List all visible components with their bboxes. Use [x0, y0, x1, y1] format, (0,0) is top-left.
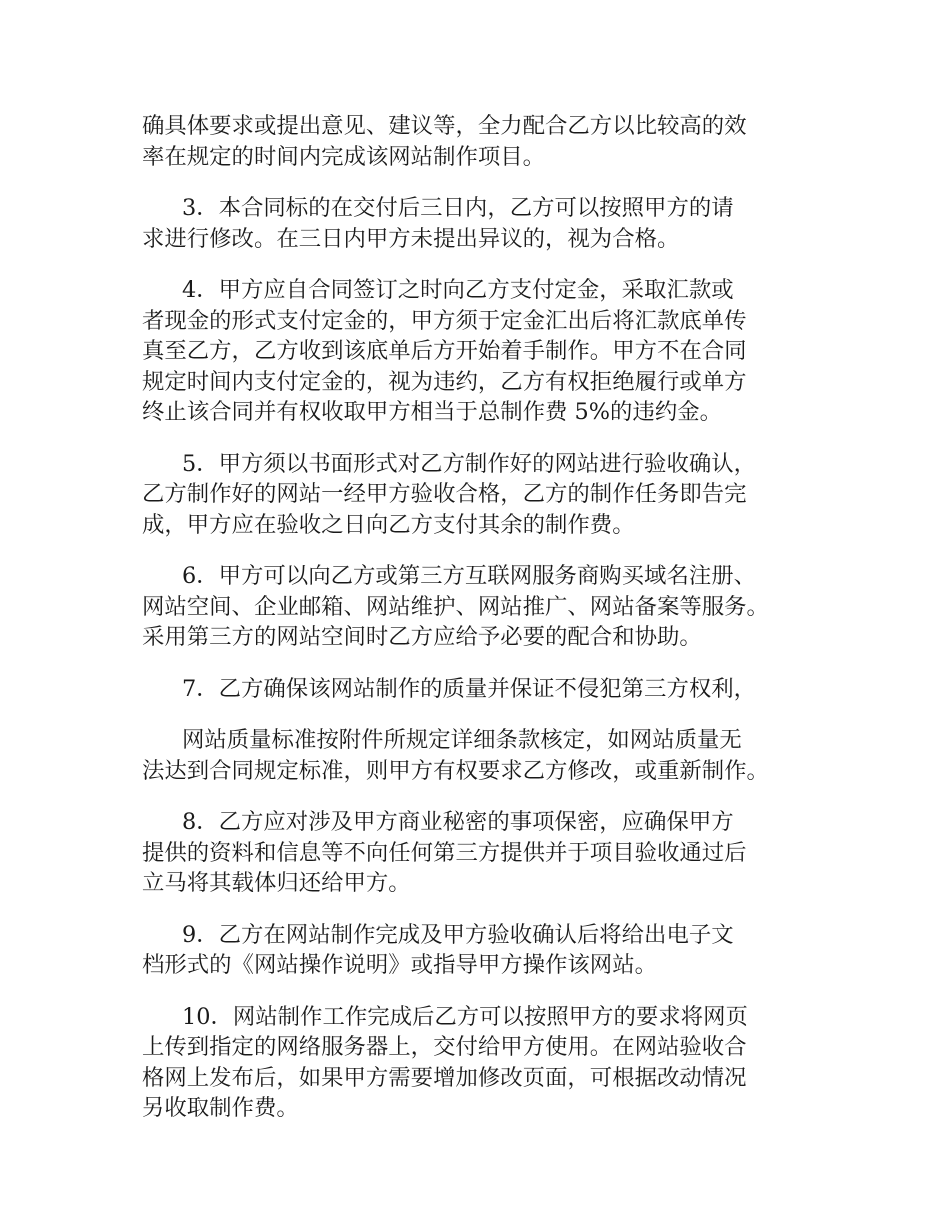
text-line: 6．甲方可以向乙方或第三方互联网服务商购买域名注册、	[182, 563, 757, 589]
contract-body	[142, 111, 832, 1145]
text-line: 上传到指定的网络服务器上，交付给甲方使用。在网站验收合	[142, 1034, 747, 1060]
text-line: 档形式的《网站操作说明》或指导甲方操作该网站。	[142, 952, 657, 978]
text-line: 5．甲方须以书面形式对乙方制作好的网站进行验收确认，	[182, 450, 757, 477]
clause-4	[142, 275, 832, 428]
text-line: 成，甲方应在验收之日向乙方支付其余的制作费。	[142, 511, 635, 538]
text-line: 格网上发布后，如果甲方需要增加修改页面，可根据改动情况	[142, 1064, 747, 1091]
clause-7-continued	[142, 725, 832, 786]
clause-10	[142, 1002, 832, 1124]
clause-9	[142, 920, 832, 981]
text-line: 4．甲方应自合同签订之时向乙方支付定金，采取汇款或	[182, 277, 734, 303]
text-line: 7．乙方确保该网站制作的质量并保证不侵犯第三方权利，	[182, 675, 757, 702]
text-line: 法达到合同规定标准，则甲方有权要求乙方修改，或重新制作。	[142, 757, 769, 784]
text-line: 9．乙方在网站制作完成及甲方验收确认后将给出电子文	[182, 921, 734, 948]
text-line: 终止该合同并有权收取甲方相当于总制作费 5%的违约金。	[142, 399, 723, 425]
text-line: 10．网站制作工作完成后乙方可以按照甲方的要求将网页	[182, 1003, 748, 1030]
text-line: 另收取制作费。	[142, 1095, 299, 1121]
text-line: 立马将其载体归还给甲方。	[142, 870, 411, 896]
text-line: 真至乙方，乙方收到该底单后方开始着手制作。甲方不在合同	[142, 338, 747, 364]
clause-3	[142, 193, 832, 254]
text-line: 采用第三方的网站空间时乙方应给予必要的配合和协助。	[142, 624, 702, 650]
text-line: 提供的资料和信息等不向任何第三方提供并于项目验收通过后	[142, 839, 747, 866]
clause-5	[142, 449, 832, 541]
text-line: 规定时间内支付定金的，视为违约，乙方有权拒绝履行或单方	[142, 368, 747, 395]
text-line: 8．乙方应对涉及甲方商业秘密的事项保密，应确保甲方	[182, 809, 734, 835]
text-line: 率在规定的时间内完成该网站制作项目。	[142, 143, 546, 170]
text-line: 3．本合同标的在交付后三日内，乙方可以按照甲方的请	[182, 195, 734, 221]
paragraph-continued	[142, 111, 832, 172]
text-line: 求进行修改。在三日内甲方未提出异议的，视为合格。	[142, 225, 680, 252]
text-line: 者现金的形式支付定金的，甲方须于定金汇出后将汇款底单传	[142, 307, 747, 334]
text-line: 乙方制作好的网站一经甲方验收合格，乙方的制作任务即告完	[142, 481, 747, 507]
clause-6	[142, 561, 832, 653]
clause-7	[142, 674, 832, 705]
text-line: 网站空间、企业邮箱、网站维护、网站推广、网站备案等服务。	[142, 593, 769, 620]
text-line: 确具体要求或提出意见、建议等，全力配合乙方以比较高的效	[142, 113, 747, 139]
text-line: 网站质量标准按附件所规定详细条款核定，如网站质量无	[182, 727, 742, 753]
clause-8	[142, 807, 832, 899]
